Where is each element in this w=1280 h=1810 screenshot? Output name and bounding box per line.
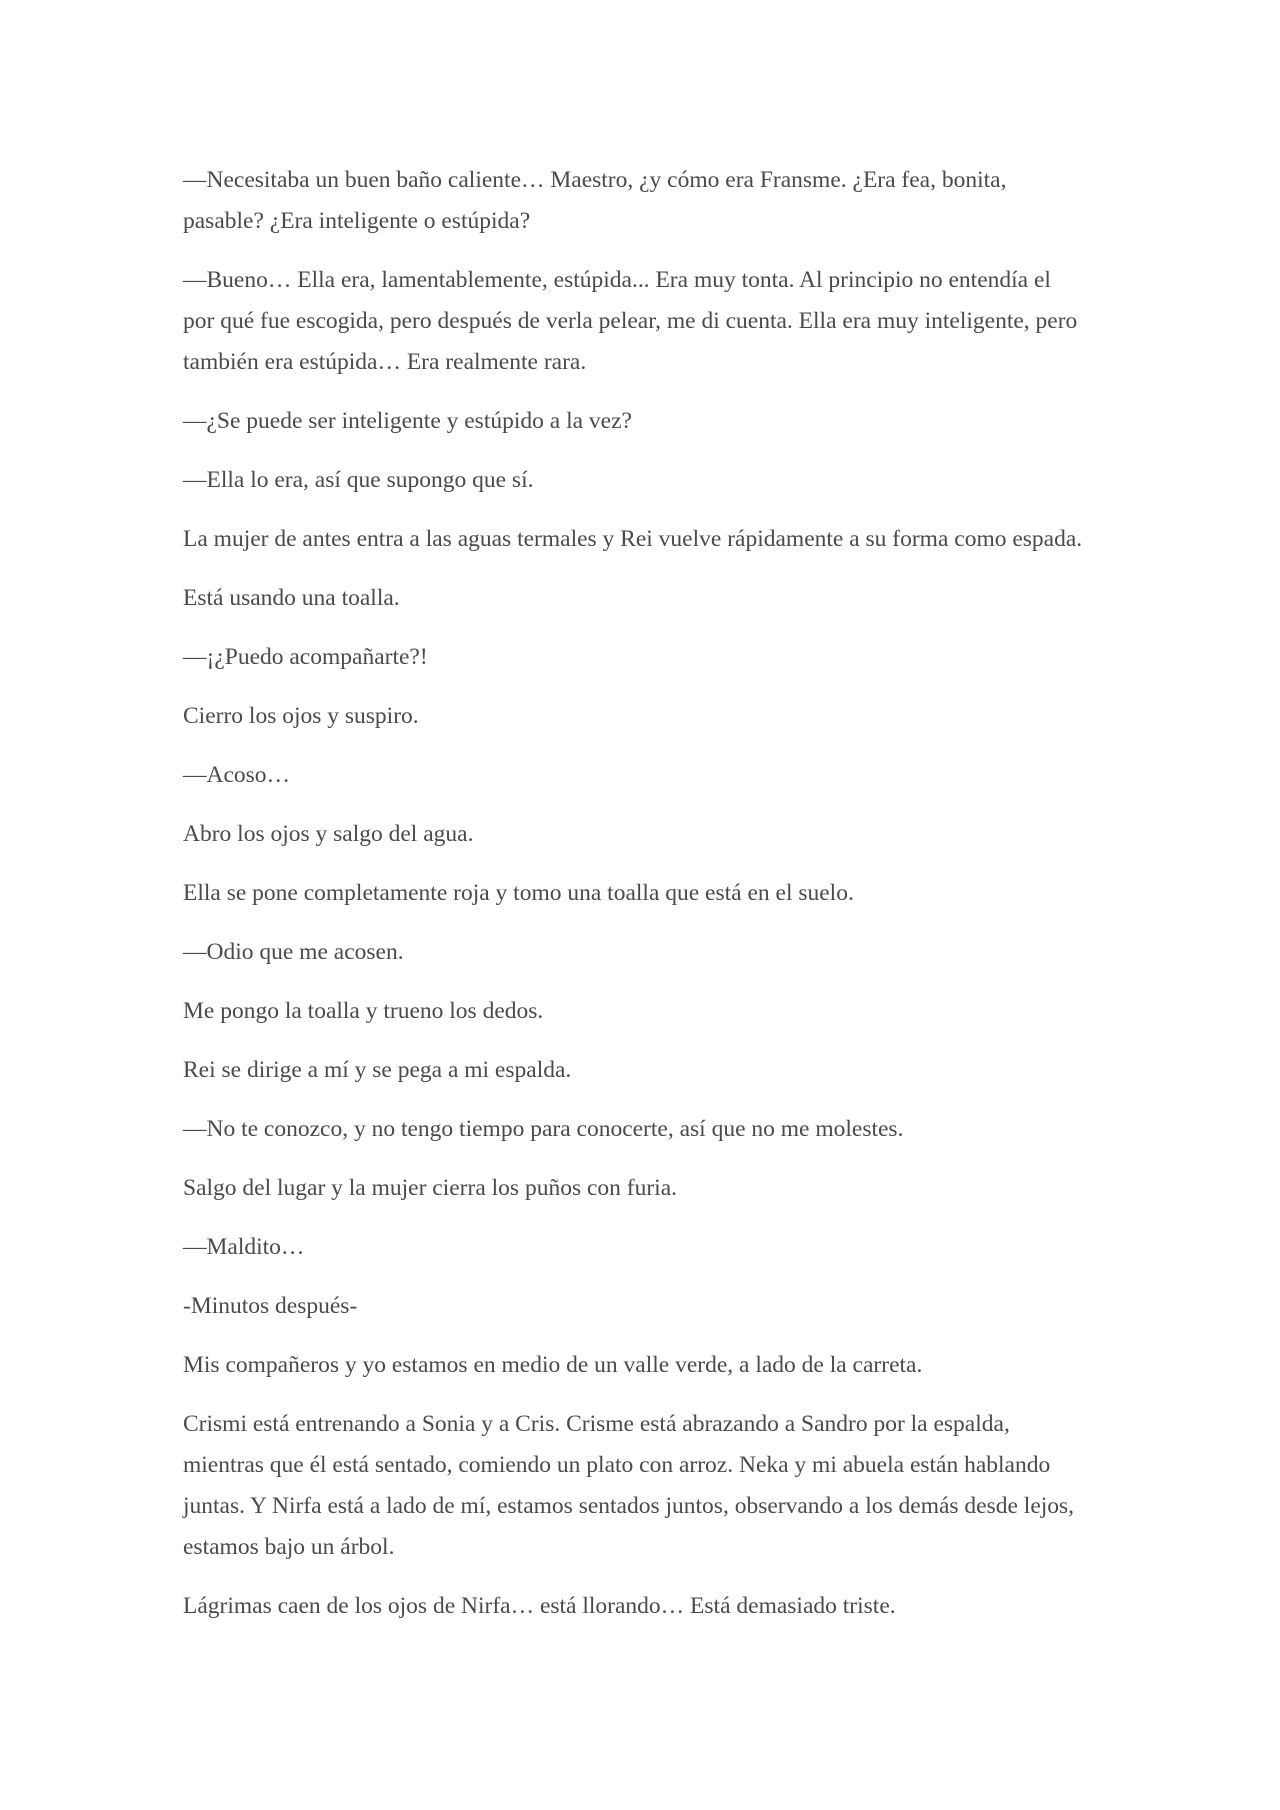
paragraph-13: Me pongo la toalla y trueno los dedos. [183, 998, 544, 1024]
document-body [183, 160, 1088, 1645]
paragraph-10: Abro los ojos y salgo del agua. [183, 821, 474, 847]
paragraph-8: Cierro los ojos y suspiro. [183, 703, 419, 729]
paragraph-12: —Odio que me acosen. [183, 939, 404, 965]
paragraph-16: Salgo del lugar y la mujer cierra los puños con furia. [183, 1175, 678, 1201]
paragraph-15: —No te conozco, y no tengo tiempo para conocerte, así que no me molestes. [183, 1116, 904, 1142]
paragraph-3: —¿Se puede ser inteligente y estúpido a la vez? [183, 408, 632, 434]
paragraph-7: —¡¿Puedo acompañarte?! [183, 644, 428, 670]
paragraph-2: —Bueno… Ella era, lamentablemente, estúpida... Era muy tonta. Al principio no entendía el por qué fue escogida, pero después de verla pelear, me di cuenta. Ella era muy inteligente, pero también era estúpida… Era realmente rara. [183, 267, 1078, 375]
paragraph-5: La mujer de antes entra a las aguas termales y Rei vuelve rápidamente a su forma como espada. [183, 526, 1083, 552]
paragraph-1: —Necesitaba un buen baño caliente… Maestro, ¿y cómo era Fransme. ¿Era fea, bonita, pasable? ¿Era inteligente o estúpida? [183, 167, 1007, 234]
paragraph-14: Rei se dirige a mí y se pega a mi espalda. [183, 1057, 572, 1083]
paragraph-17: —Maldito… [183, 1234, 305, 1260]
paragraph-20: Crismi está entrenando a Sonia y a Cris. Crisme está abrazando a Sandro por la espalda, mientras que él está sentado, comiendo un plato con arroz. Neka y mi abuela están hablando juntas. Y Nirfa está a lado de mí, estamos sentados juntos, observando a los demás desde lejos, estamos bajo un árbol. [183, 1411, 1075, 1560]
paragraph-4: —Ella lo era, así que supongo que sí. [183, 467, 534, 493]
paragraph-21: Lágrimas caen de los ojos de Nirfa… está llorando… Está demasiado triste. [183, 1593, 896, 1619]
paragraph-18: -Minutos después- [183, 1293, 358, 1319]
paragraph-6: Está usando una toalla. [183, 585, 400, 611]
paragraph-9: —Acoso… [183, 762, 291, 788]
paragraph-19: Mis compañeros y yo estamos en medio de un valle verde, a lado de la carreta. [183, 1352, 923, 1378]
paragraph-11: Ella se pone completamente roja y tomo una toalla que está en el suelo. [183, 880, 854, 906]
